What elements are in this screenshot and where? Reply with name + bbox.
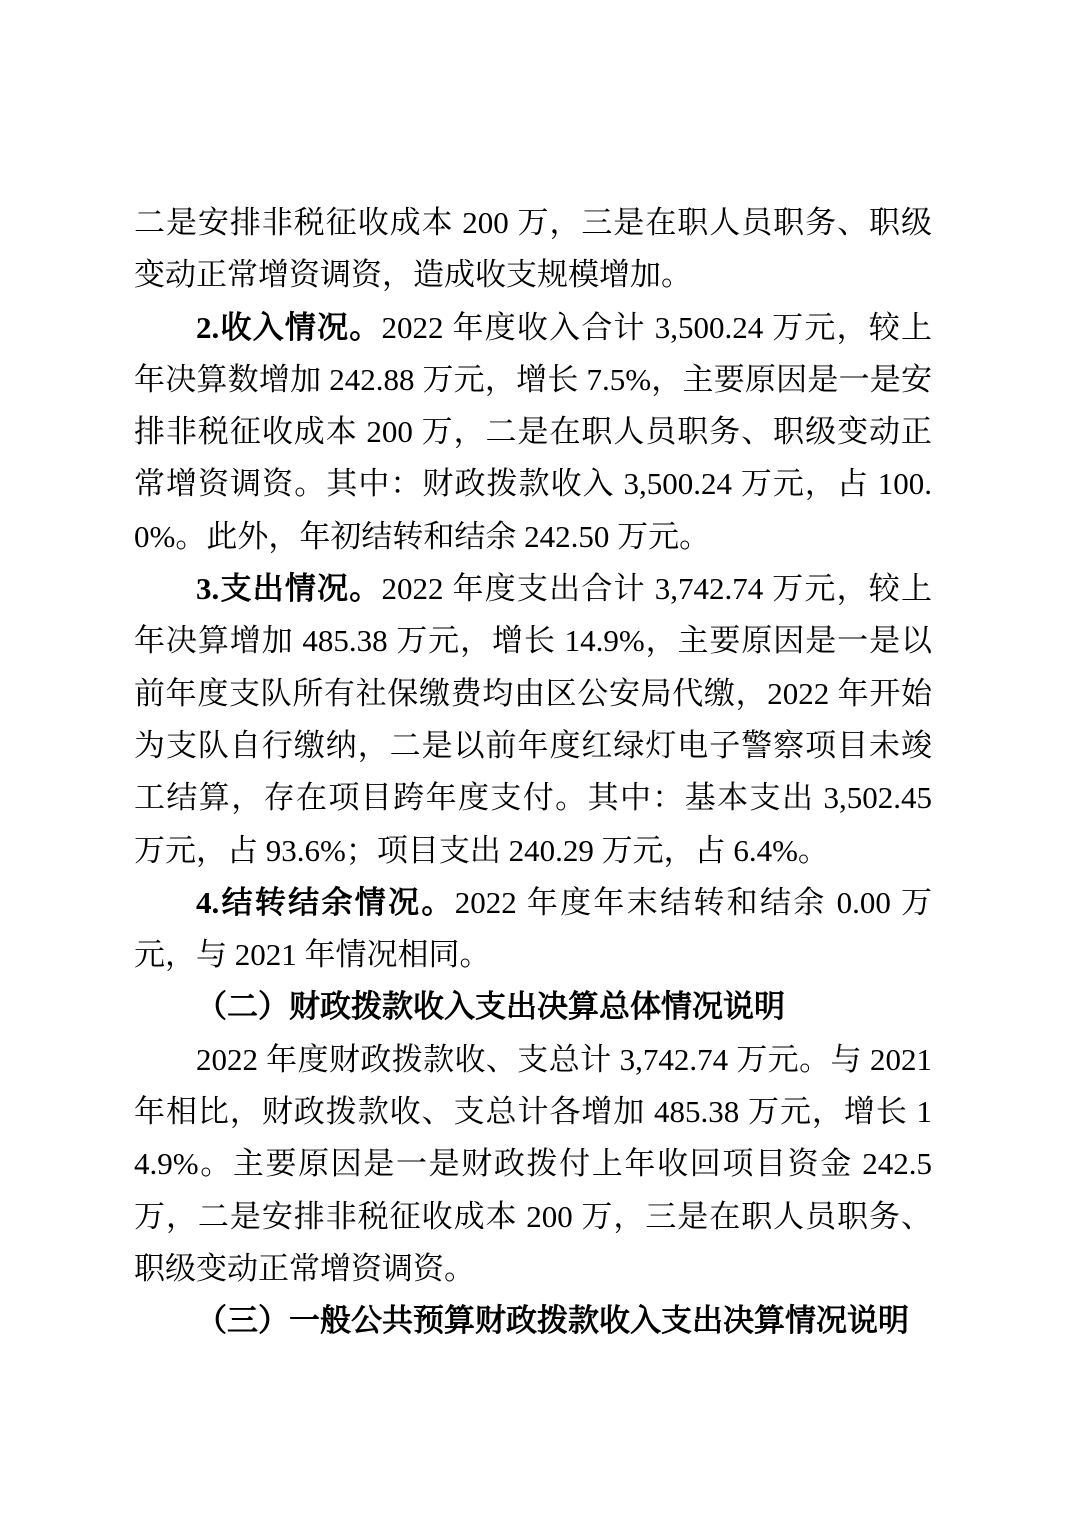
heading-section-three xyxy=(134,1295,932,1347)
paragraph-bold-lead: 2.收入情况。 xyxy=(196,309,382,345)
paragraph-fiscal-appropriation-total xyxy=(134,1034,932,1295)
paragraph-previous-continuation xyxy=(134,197,932,302)
heading-section-two xyxy=(134,981,932,1033)
paragraph-income-situation xyxy=(134,302,932,563)
paragraph-carryover-situation xyxy=(134,877,932,982)
heading-text: （三）一般公共预算财政拨款收入支出决算情况说明 xyxy=(196,1303,909,1339)
paragraph-text: 2022 年度支出合计 3,742.74 万元，较上年决算增加 485.38 万元，增长 14.9%，主要原因是一是以前年度支队所有社保缴费均由区公安局代缴，2022 年开始为支队自行缴纳，二是以前年度红绿灯电子警察项目未竣工结算，存在项目跨年度支付。其中：基本支出 3,502.45 万元，占 93.6%；项目支出 240.29 万元，占 6.4%。 xyxy=(134,571,933,868)
paragraph-expenditure-situation xyxy=(134,563,932,877)
paragraph-text: 2022 年度年末结转和结余 0.00 万元，与 2021 年情况相同。 xyxy=(134,884,932,973)
paragraph-bold-lead: 4.结转结余情况。 xyxy=(196,884,455,920)
paragraph-text: 2022 年度财政拨款收、支总计 3,742.74 万元。与 2021 年相比，财政拨款收、支总计各增加 485.38 万元，增长 14.9%。主要原因是一是财政拨付上年收回项目资金 242.5 万，二是安排非税征收成本 200 万，三是在职人员职务、职级变动正常增资调资。 xyxy=(134,1041,932,1286)
heading-text: （二）财政拨款收入支出决算总体情况说明 xyxy=(196,989,785,1025)
paragraph-text: 二是安排非税征收成本 200 万，三是在职人员职务、职级变动正常增资调资，造成收支规模增加。 xyxy=(134,205,932,293)
paragraph-text: 2022 年度收入合计 3,500.24 万元，较上年决算数增加 242.88 万元，增长 7.5%，主要原因是一是安排非税征收成本 200 万，二是在职人员职务、职级变动正常增资调资。其中：财政拨款收入 3,500.24 万元，占 100.0%。此外，年初结转和结余 242.50 万元。 xyxy=(134,309,933,554)
paragraph-bold-lead: 3.支出情况。 xyxy=(196,571,382,607)
text-block xyxy=(134,197,932,1348)
